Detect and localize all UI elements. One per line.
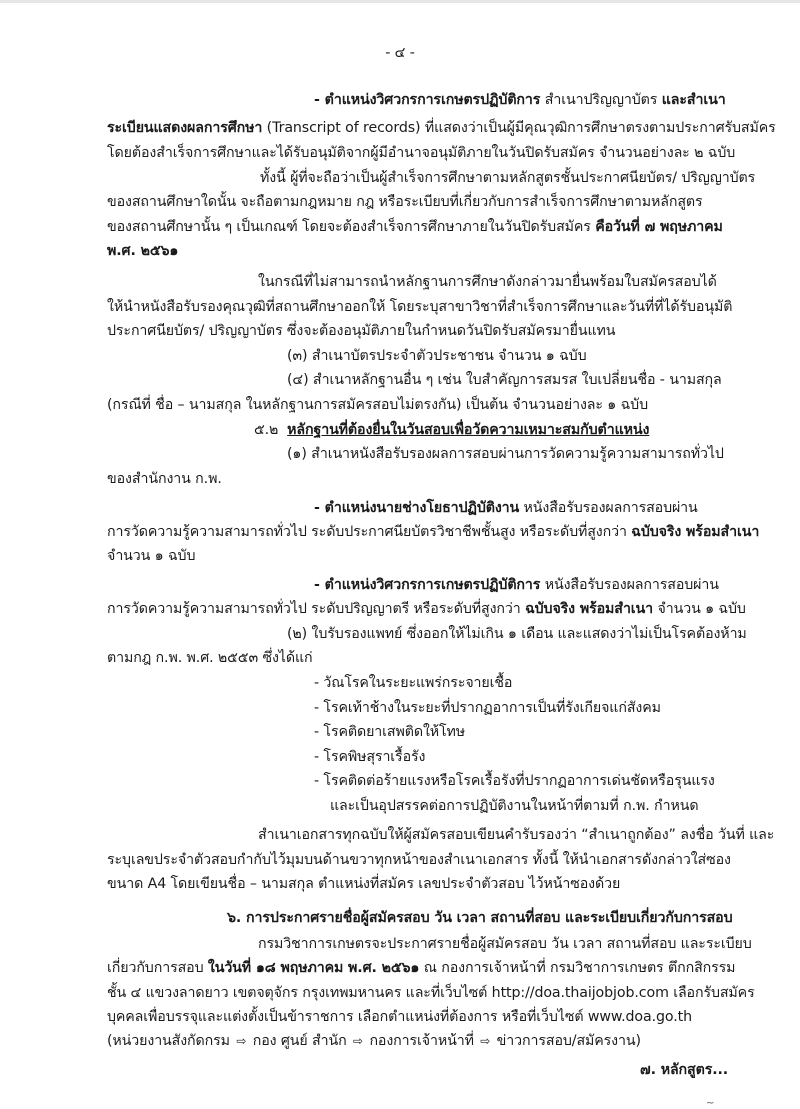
section-title: หลักฐานที่ต้องยื่นในวันสอบเพื่อวัดความเหมาะสมกับตำแหน่ง [287,422,650,438]
tech-line1-text: หนังสือรับรองผลการสอบผ่าน [519,500,698,516]
item-4-cont: (กรณีที่ ชื่อ – นามสกุล ในหลักฐานการสมัครสอบไม่ตรงกัน) เป็นต้น จำนวนอย่างละ ๑ ฉบับ [107,397,648,413]
p2-line1: ในกรณีที่ไม่สามารถนำหลักฐานการศึกษาดังกล่าวมายื่นพร้อมใบสมัครสอบได้ [258,274,717,290]
eng-line2 [107,599,746,619]
p2-line3: ประกาศนียบัตร/ ปริญญาบัตร ซึ่งจะต้องอนุมัติภายในกำหนดวันปิดรับสมัครมายื่นแทน [107,323,616,339]
announcement-date: ในวันที่ ๑๘ พฤษภาคม พ.ศ. ๒๕๖๑ [207,960,420,976]
position-title-agri-engineer: - ตำแหน่งวิศวกรการเกษตรปฏิบัติการ [314,92,541,108]
disease-item: - วัณโรคในระยะแพร่กระจายเชื้อ [314,675,513,691]
original-with-copy: ฉบับจริง พร้อมสำเนา [631,524,760,540]
transcript-label: ระเบียนแสดงผลการศึกษา [107,120,263,136]
p1-line1 [314,90,726,110]
disease-item: - โรคติดต่อร้ายแรงหรือโรคเรื้อรังที่ปรากฏอาการเด่นชัดหรือรุนแรง [314,773,715,789]
tech-line3: จำนวน ๑ ฉบับ [107,548,196,564]
p2-line2: ให้นำหนังสือรับรองคุณวุฒิที่สถานศึกษาออกให้ โดยระบุสาขาวิชาที่สำเร็จการศึกษาและวันที่ที่ได้รับอนุมัติ [107,299,733,315]
arrow-right-icon: ⇨ [353,1034,364,1048]
item-3-id-card: (๓) สำเนาบัตรประจำตัวประชาชน จำนวน ๑ ฉบับ [287,348,587,364]
p1-line3: โดยต้องสำเร็จการศึกษาและได้รับอนุมัติจากผู้มีอำนาจอนุมัติภายในวันปิดรับสมัคร จำนวนอย่างละ ๒ ฉบับ [107,145,736,161]
eng-line1-text: หนังสือรับรองผลการสอบผ่าน [540,577,719,593]
p1-line2-text: (Transcript of records) ที่แสดงว่าเป็นผู้มีคุณวุฒิการศึกษาตรงตามประกาศรับสมัคร [262,120,776,136]
tech-line2-text: การวัดความรู้ความสามารถทั่วไป ระดับประกาศนียบัตรวิชาชีพชั้นสูง หรือระดับที่สูงกว่า [107,524,632,540]
p1-line6 [107,217,723,237]
position-title-agri-engineer-2: - ตำแหน่งวิศวกรการเกษตรปฏิบัติการ [314,577,541,593]
copy-line2: ระบุเลขประจำตัวสอบกำกับไว้มุมบนด้านขวาทุกหน้าของสำเนาเอกสาร ทั้งนี้ ให้นำเอกสารดังกล่าวใส่ซอง [107,852,731,868]
nav-path-step: กอง ศูนย์ สำนัก [252,1033,347,1049]
disease-item: - โรคเท้าช้างในระยะที่ปรากฏอาการเป็นที่รังเกียจแก่สังคม [314,700,661,716]
s52-item1-cont: ของสำนักงาน ก.พ. [107,471,222,487]
p1-line7-year: พ.ศ. ๒๕๖๑ [107,243,179,259]
tech-line1 [314,498,698,518]
eng-line2-text: การวัดความรู้ความสามารถทั่วไป ระดับปริญญาตรี หรือระดับที่สูงกว่า [107,601,526,617]
position-title-civil-technician: - ตำแหน่งนายช่างโยธาปฏิบัติงาน [314,500,520,516]
copy-line1: สำเนาเอกสารทุกฉบับให้ผู้สมัครสอบเขียนคำรับรองว่า “สำเนาถูกต้อง” ลงชื่อ วันที่ และ [258,827,775,843]
nav-path-step: กองการเจ้าหน้าที่ [369,1033,474,1049]
s52-item1: (๑) สำเนาหนังสือรับรองผลการสอบผ่านการวัดความรู้ความสามารถทั่วไป [287,446,724,462]
stray-mark: ~ [706,1098,715,1109]
section-number: ๕.๒ [254,422,279,438]
p1-line6-text: ของสถานศึกษานั้น ๆ เป็นเกณฑ์ โดยจะต้องสำเร็จการศึกษาภายในวันปิดรับสมัคร [107,219,596,235]
medical-line1: (๒) ใบรับรองแพทย์ ซึ่งออกให้ไม่เกิน ๑ เดือน และแสดงว่าไม่เป็นโรคต้องห้าม [287,626,747,642]
s6-line4: บุคคลเพื่อบรรจุและแต่งตั้งเป็นข้าราชการ เลือกตำแหน่งที่ต้องการ หรือที่เว็บไซต์ www.doa.go.th [107,1009,692,1025]
section-5-2-heading [254,420,649,440]
s6-line2 [107,958,735,978]
item-4-other-docs: (๔) สำเนาหลักฐานอื่น ๆ เช่น ใบสำคัญการสมรส ใบเปลี่ยนชื่อ - นามสกุล [287,372,722,388]
scan-top-edge [0,0,800,3]
s6-line3: ชั้น ๔ แขวงลาดยาว เขตจตุจักร กรุงเทพมหานคร และที่เว็บไซต์ http://doa.thaijobjob.com เลือกรับสมัคร [107,985,755,1001]
arrow-right-icon: ⇨ [236,1034,247,1048]
next-section-marker: ๗. หลักสูตร... [640,1062,729,1078]
copy-line3: ขนาด A4 โดยเขียนชื่อ – นามสกุล ตำแหน่งที่สมัคร เลขประจำตัวสอบ ไว้หน้าซองด้วย [107,876,621,892]
eng-line1 [314,575,719,595]
section-6-heading: ๖. การประกาศรายชื่อผู้สมัครสอบ วัน เวลา สถานที่สอบ และระเบียบเกี่ยวกับการสอบ [227,910,733,926]
s6-line2-location: ณ กองการเจ้าหน้าที่ กรมวิชาการเกษตร ตึกกสิกรรม [419,960,736,976]
original-with-copy-2: ฉบับจริง พร้อมสำเนา [525,601,654,617]
nav-path-end: ข่าวการสอบ/สมัครงาน) [496,1033,641,1049]
p1-line2 [107,118,776,138]
closing-date: คือวันที่ ๗ พฤษภาคม [595,219,723,235]
s6-nav-path [107,1031,641,1051]
eng-line2-count: จำนวน ๑ ฉบับ [653,601,746,617]
tech-line2 [107,522,759,542]
medical-line2: ตามกฎ ก.พ. พ.ศ. ๒๕๕๓ ซึ่งได้แก่ [107,650,313,666]
p1-line4: ทั้งนี้ ผู้ที่จะถือว่าเป็นผู้สำเร็จการศึกษาตามหลักสูตรชั้นประกาศนียบัตร/ ปริญญาบัตร [260,170,756,186]
disease-item: - โรคพิษสุราเรื้อรัง [314,749,426,765]
p1-line5: ของสถานศึกษาใดนั้น จะถือตามกฎหมาย กฎ หรือระเบียบที่เกี่ยวกับการสำเร็จการศึกษาตามหลักสูตร [107,194,703,210]
p1-line1-bold: และสำเนา [661,92,726,108]
disease-item-cont: และเป็นอุปสรรคต่อการปฏิบัติงานในหน้าที่ตามที่ ก.พ. กำหนด [330,798,699,814]
p1-line1-text: สำเนาปริญญาบัตร [540,92,662,108]
page-number: - ๔ - [385,45,415,61]
arrow-right-icon: ⇨ [480,1034,491,1048]
s6-line2-text: เกี่ยวกับการสอบ [107,960,208,976]
disease-item: - โรคติดยาเสพติดให้โทษ [314,724,466,740]
nav-path-start: (หน่วยงานสังกัดกรม [107,1033,230,1049]
s6-line1: กรมวิชาการเกษตรจะประกาศรายชื่อผู้สมัครสอบ วัน เวลา สถานที่สอบ และระเบียบ [258,936,752,952]
